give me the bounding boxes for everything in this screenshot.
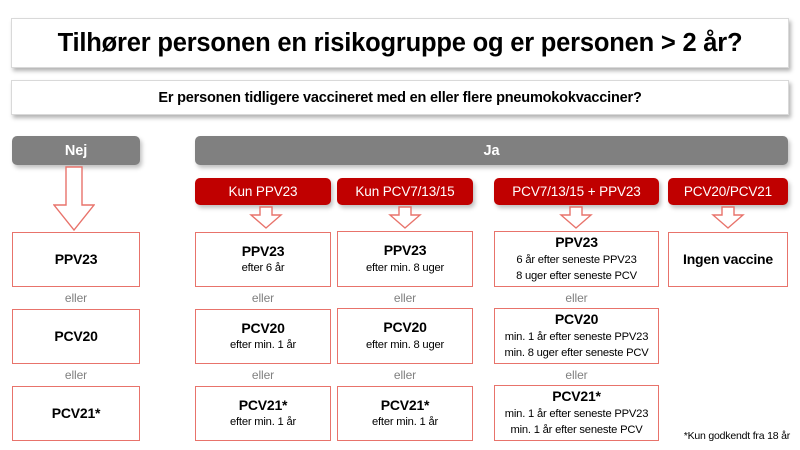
- result-box-kun-ppv23-2: [195, 309, 331, 364]
- result-box-combo-1-sub-2: 8 uger efter seneste PCV: [516, 269, 637, 282]
- separator-kun-pcv-2: eller: [393, 368, 417, 382]
- category-bar-pcv20-pcv21-label: PCV20/PCV21: [683, 184, 773, 199]
- result-box-kun-pcv-1-sub-1: efter min. 8 uger: [365, 261, 445, 274]
- result-box-kun-pcv-2: [337, 308, 473, 364]
- result-box-combo-3: [494, 385, 659, 441]
- category-bar-kun-ppv23-label: Kun PPV23: [228, 184, 298, 199]
- result-box-nej-2-main: PCV20: [54, 327, 98, 344]
- secondary-question-bar: [11, 80, 789, 115]
- answer-bar-nej: [12, 136, 140, 165]
- down-arrow-icon-pcv20-pcv21: [711, 206, 745, 230]
- result-box-nej-2: [12, 309, 140, 364]
- separator-kun-ppv23-1: eller: [251, 291, 275, 305]
- down-arrow-icon-pcv7-13-15-plus-ppv23: [559, 206, 593, 230]
- result-box-kun-ppv23-2-sub-1: efter min. 1 år: [229, 339, 296, 352]
- separator-nej-2: eller: [64, 368, 88, 382]
- result-box-nej-3-main: PCV21*: [51, 404, 101, 421]
- down-arrow-icon-nej: [53, 166, 95, 232]
- result-box-kun-pcv-1: [337, 231, 473, 287]
- result-box-combo-1-sub-1: 6 år efter seneste PPV23: [516, 253, 637, 266]
- result-box-combo-2-main: PCV20: [554, 311, 599, 328]
- result-box-kun-ppv23-1-main: PPV23: [241, 242, 285, 259]
- result-box-combo-2-sub-1: min. 1 år efter seneste PPV23: [504, 330, 649, 343]
- category-bar-kun-pcv7-13-15: [337, 178, 473, 205]
- down-arrow-icon-kun-pcv7-13-15: [388, 206, 422, 230]
- result-box-kun-ppv23-3-sub-1: efter min. 1 år: [229, 416, 296, 429]
- category-bar-kun-ppv23: [195, 178, 331, 205]
- secondary-question-text: Er personen tidligere vaccineret med en eller flere pneumokokvacciner?: [158, 89, 642, 106]
- separator-kun-pcv-1: eller: [393, 291, 417, 305]
- separator-nej-1: eller: [64, 291, 88, 305]
- result-box-combo-1-main: PPV23: [555, 234, 598, 251]
- result-box-combo-3-sub-2: min. 1 år efter seneste PCV: [510, 423, 643, 436]
- result-box-kun-pcv-3: [337, 386, 473, 441]
- category-bar-pcv7-13-15-plus-ppv23: [494, 178, 659, 205]
- result-box-kun-ppv23-2-main: PCV20: [241, 319, 285, 336]
- result-box-ingen-vaccine-main: Ingen vaccine: [683, 250, 773, 267]
- result-box-combo-3-main: PCV21*: [552, 388, 601, 405]
- result-box-nej-1-main: PPV23: [54, 250, 98, 267]
- result-box-kun-ppv23-1-sub-1: efter 6 år: [241, 262, 285, 275]
- separator-kun-ppv23-2: eller: [251, 368, 275, 382]
- result-box-kun-ppv23-3-main: PCV21*: [238, 396, 288, 413]
- separator-combo-1: eller: [565, 291, 588, 305]
- down-arrow-icon-kun-ppv23: [249, 206, 283, 230]
- result-box-kun-pcv-3-sub-1: efter min. 1 år: [371, 416, 438, 429]
- page-title: Tilhører personen en risikogruppe og er personen > 2 år?: [57, 28, 743, 57]
- result-box-kun-pcv-2-sub-1: efter min. 8 uger: [365, 338, 445, 351]
- result-box-kun-pcv-1-main: PPV23: [383, 242, 427, 259]
- result-box-kun-ppv23-3: [195, 386, 331, 441]
- result-box-kun-ppv23-1: [195, 232, 331, 287]
- footnote: *Kun godkendt fra 18 år: [683, 430, 790, 442]
- separator-combo-2: eller: [565, 368, 588, 382]
- result-box-combo-1: [494, 231, 659, 287]
- result-box-combo-2-sub-2: min. 8 uger efter seneste PCV: [504, 346, 649, 359]
- result-box-combo-2: [494, 308, 659, 364]
- result-box-ingen-vaccine: [668, 232, 788, 287]
- result-box-nej-1: [12, 232, 140, 287]
- result-box-kun-pcv-3-main: PCV21*: [380, 396, 430, 413]
- category-bar-pcv7-13-15-plus-ppv23-label: PCV7/13/15 + PPV23: [512, 184, 641, 199]
- result-box-kun-pcv-2-main: PCV20: [383, 319, 427, 336]
- category-bar-kun-pcv7-13-15-label: Kun PCV7/13/15: [355, 184, 455, 199]
- main-question-bar: [11, 18, 789, 68]
- answer-bar-ja: [195, 136, 788, 165]
- result-box-combo-3-sub-1: min. 1 år efter seneste PPV23: [504, 407, 649, 420]
- result-box-nej-3: [12, 386, 140, 441]
- answer-bar-ja-label: Ja: [483, 142, 500, 159]
- answer-bar-nej-label: Nej: [64, 142, 88, 159]
- category-bar-pcv20-pcv21: [668, 178, 788, 205]
